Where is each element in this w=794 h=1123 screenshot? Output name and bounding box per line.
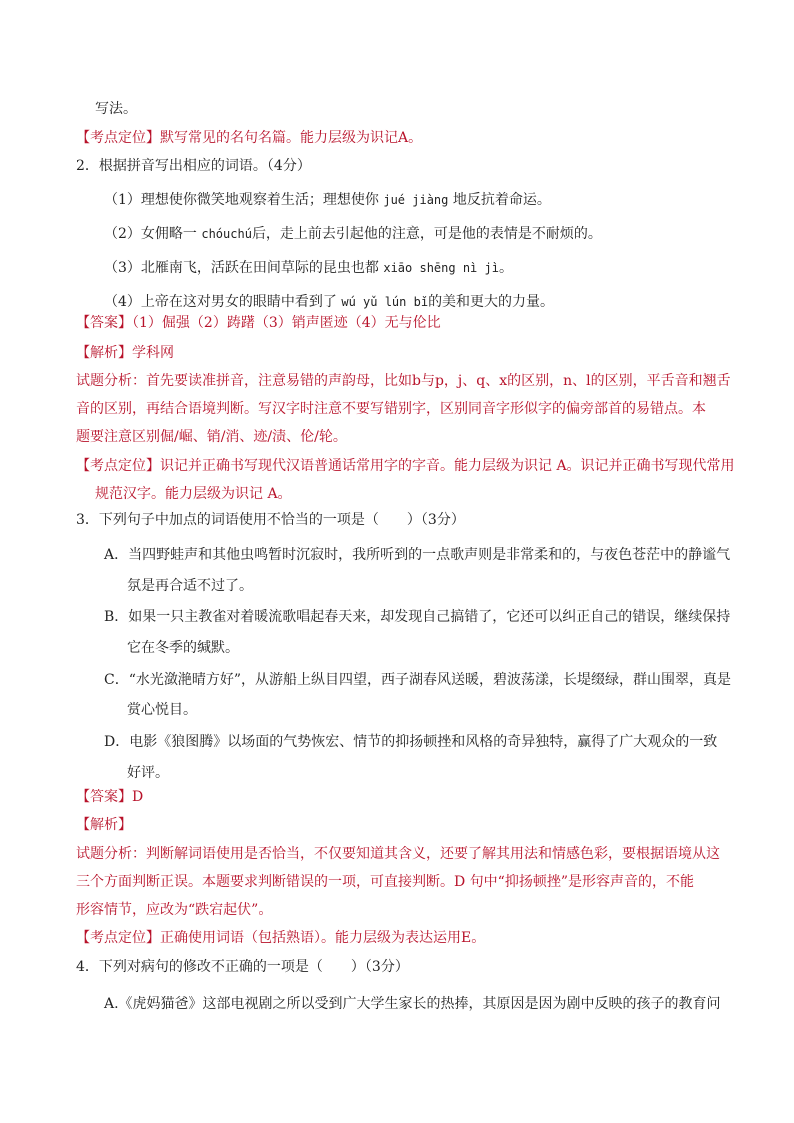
text-line: [76, 343, 174, 363]
text-span: 2．根据拼音写出相应的词语。（4分）: [76, 158, 311, 174]
text-line: [127, 700, 197, 720]
text-line: [104, 994, 721, 1014]
text-span: 音的区别，再结合语境判断。写汉字时注意不要写错别字，区别同音字形似字的偏旁部首的易错点。本: [76, 401, 706, 417]
section-tag: 【答案】: [76, 789, 132, 805]
text-span: chóuchú: [201, 227, 252, 241]
text-line: [76, 844, 720, 864]
text-line: [104, 732, 717, 752]
section-tag: 【答案】: [76, 315, 132, 331]
text-span: 。: [498, 260, 513, 276]
text-span: （1）倔强（2）踌躇（3）销声匿迹（4）无与伦比: [132, 315, 441, 331]
text-span: 三个方面判断正误。本题要求判断错误的一项，可直接判断。D 句中“抑扬顿挫”是形容声音的，不能: [76, 874, 694, 890]
text-line: [104, 224, 602, 244]
text-span: jué jiàng: [383, 193, 449, 207]
text-span: 的美和更大的力量。: [428, 294, 555, 310]
text-span: （2）女佣略一: [104, 226, 202, 242]
text-line: [76, 456, 735, 476]
text-span: 识记并正确书写现代汉语普通话常用字的字音。能力层级为识记 A。识记并正确书写现代常用: [160, 458, 735, 474]
text-line: [76, 371, 731, 391]
text-span: 3．下列句子中加点的词语使用不恰当的一项是（ ）（3分）: [76, 512, 465, 528]
text-span: xiāo shēng nì jì: [383, 261, 499, 275]
text-line: [127, 576, 253, 596]
text-line: [76, 872, 694, 892]
text-span: D．电影《狼图腾》以场面的气势恢宏、情节的抑扬顿挫和风格的奇异独特，赢得了广大观众的一致: [104, 734, 718, 750]
text-line: [76, 957, 409, 977]
text-span: 规范汉字。能力层级为识记 A。: [95, 486, 292, 502]
text-span: A.《虎妈猫爸》这部电视剧之所以受到广大学生家长的热捧，其原因是因为剧中反映的孩子的教育问: [104, 996, 721, 1012]
text-line: [76, 510, 465, 530]
text-line: [76, 427, 347, 447]
text-span: 好评。: [127, 765, 169, 781]
text-line: [95, 99, 137, 119]
text-line: [127, 638, 239, 658]
text-line: [76, 815, 132, 835]
text-span: C．“水光潋滟晴方好”，从游船上纵目四望，西子湖春风送暖，碧波荡漾，长堤缀绿，群山围翠，真是: [104, 672, 732, 688]
text-span: 后，走上前去引起他的注意，可是他的表情是不耐烦的。: [251, 226, 602, 242]
text-span: （3）北雁南飞，活跃在田间草际的昆虫也都: [104, 260, 384, 276]
text-span: D: [132, 789, 144, 805]
text-span: 氛是再合适不过了。: [127, 578, 253, 594]
text-line: [104, 258, 513, 278]
text-line: [104, 670, 731, 690]
text-line: [127, 763, 169, 783]
text-line: [76, 900, 272, 920]
text-span: 学科网: [132, 345, 174, 361]
text-span: B．如果一只主教雀对着暖流歌唱起春天来，却发现自己搞错了，它还可以纠正自己的错误，继续保持: [104, 609, 731, 625]
text-span: 正确使用词语（包括熟语）。能力层级为表达运用E。: [160, 930, 486, 946]
text-line: [104, 292, 554, 312]
text-line: [76, 128, 422, 148]
text-span: 题要注意区别倔/崛、销/消、迹/渍、伦/轮。: [76, 429, 347, 445]
text-line: [95, 484, 292, 504]
text-span: 试题分析：判断解词语使用是否恰当，不仅要知道其含义，还要了解其用法和情感色彩，要根据语境从这: [76, 846, 720, 862]
text-line: [104, 607, 730, 627]
text-span: 4．下列对病句的修改不正确的一项是（ ）（3分）: [76, 959, 409, 975]
section-tag: 【考点定位】: [76, 930, 160, 946]
text-span: 默写常见的名句名篇。能力层级为识记A。: [160, 130, 423, 146]
text-span: 写法。: [95, 101, 137, 117]
text-span: 赏心悦目。: [127, 702, 197, 718]
text-line: [76, 156, 311, 176]
text-span: 形容情节，应改为“跌宕起伏”。: [76, 902, 273, 918]
text-span: 试题分析：首先要读准拼音，注意易错的声韵母，比如b与p，j、q、x的区别，n、l的区别，平舌音和翘舌: [76, 373, 731, 389]
text-line: [76, 787, 143, 807]
text-span: 它在冬季的缄默。: [127, 640, 239, 656]
text-span: （1）理想使你微笑地观察着生活；理想使你: [104, 192, 384, 208]
text-span: 地反抗着命运。: [448, 192, 551, 208]
section-tag: 【考点定位】: [76, 130, 160, 146]
text-line: [104, 190, 551, 210]
text-span: A．当四野蛙声和其他虫鸣暂时沉寂时，我所听到的一点歌声则是非常柔和的，与夜色苍茫中的静谧气: [104, 547, 731, 563]
text-line: [76, 928, 485, 948]
text-span: wú yǔ lún bǐ: [341, 295, 429, 309]
section-tag: 【考点定位】: [76, 458, 160, 474]
section-tag: 【解析】: [76, 345, 132, 361]
section-tag: 【解析】: [76, 817, 132, 833]
text-span: （4）上帝在这对男女的眼睛中看到了: [104, 294, 342, 310]
text-line: [76, 399, 706, 419]
text-line: [104, 545, 730, 565]
text-line: [76, 313, 441, 333]
